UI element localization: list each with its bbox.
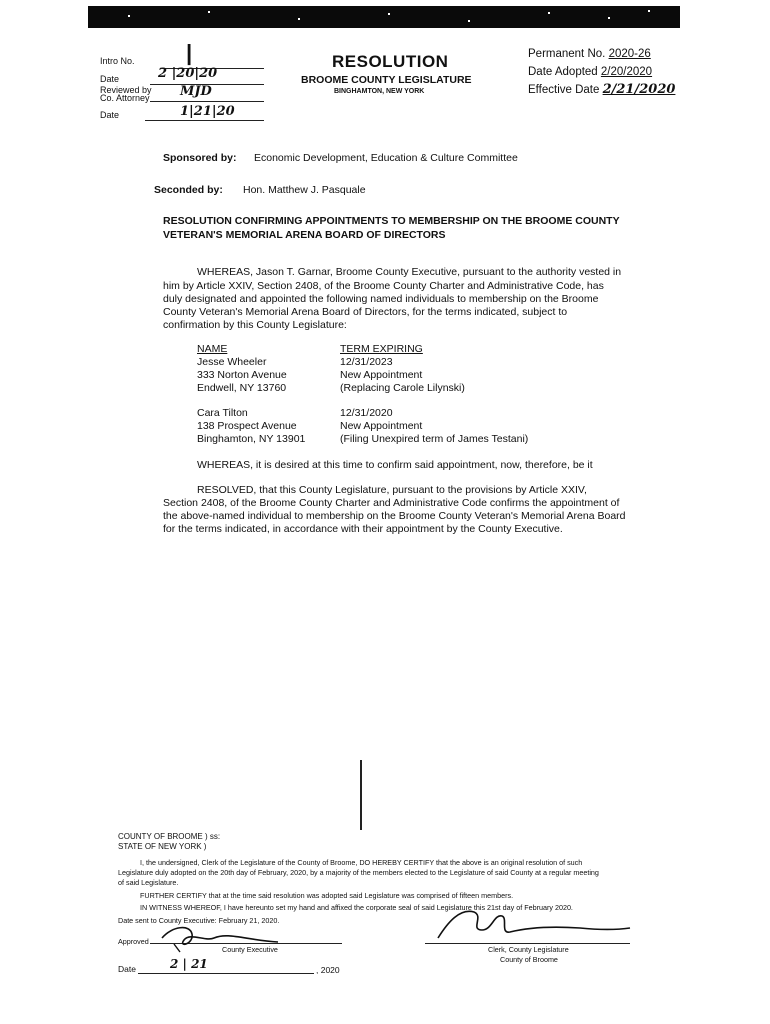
name-header: NAME [197, 343, 228, 355]
effective-label: Effective Date [528, 84, 600, 96]
permanent-label: Permanent No. [528, 48, 606, 60]
resolved-line-4: for the terms indicated, in accordance with their appointment by the County Executive. [163, 523, 563, 535]
date-adopted [528, 62, 652, 82]
adopted-label: Date Adopted [528, 66, 598, 78]
reviewed-label: Reviewed by [100, 85, 152, 95]
appointee-1-term: 12/31/2023 [340, 356, 393, 368]
reviewed-value: MJD [180, 84, 212, 99]
reviewed-line [150, 99, 264, 102]
resolved-line-3: the above-named individual to membership on the Broome County Veteran's Memorial Arena Board [163, 510, 626, 522]
resolved-line-1: RESOLVED, that this County Legislature, pursuant to the provisions by Article XXIV, [197, 484, 587, 496]
cert-line-1: I, the undersigned, Clerk of the Legislature of the County of Broome, DO HEREBY CERTIFY that the above is an original resolution of such [140, 858, 583, 867]
caption-line-1: RESOLUTION CONFIRMING APPOINTMENTS TO MEMBERSHIP ON THE BROOME COUNTY [163, 215, 620, 227]
county-executive-signature [150, 918, 290, 958]
scan-header-bar [88, 6, 680, 28]
whereas1-line-5: confirmation by this County Legislature: [163, 319, 347, 331]
whereas1-line-1: WHEREAS, Jason T. Garnar, Broome County Executive, pursuant to the authority vested in [197, 266, 622, 278]
appointee-1-type: New Appointment [340, 369, 423, 381]
approved-label: Approved [118, 937, 149, 946]
legislature-name: BROOME COUNTY LEGISLATURE [301, 74, 472, 86]
seconded-label: Seconded by: [154, 184, 223, 196]
date-bottom-line [138, 961, 314, 974]
cert-further: FURTHER CERTIFY that at the time said resolution was adopted said Legislature was comprised of fifteen members. [140, 891, 514, 900]
permanent-value: 2020-26 [608, 48, 651, 60]
clerk-label: Clerk, County Legislature [488, 945, 569, 954]
cert-line-2: Legislature duly adopted on the 20th day of February, 2020, by a majority of the members elected to the Legislature of said County at a regular meeting [118, 868, 599, 877]
appointee-1-city: Endwell, NY 13760 [197, 382, 287, 394]
county-of-broome-label: County of Broome [500, 955, 558, 964]
intro-value: | [186, 40, 193, 65]
co-attorney-label: Co. Attorney [100, 93, 150, 103]
date-value: 2 |20|20 [158, 66, 218, 81]
date2-label: Date [100, 110, 120, 120]
permanent-no [528, 44, 651, 64]
seconded-value: Hon. Matthew J. Pasquale [243, 184, 366, 196]
sponsored-value: Economic Development, Education & Culture Committee [254, 152, 518, 164]
adopted-value: 2/20/2020 [600, 66, 653, 78]
appointee-2-term: 12/31/2020 [340, 407, 393, 419]
effective-value: 2/21/2020 [602, 82, 676, 97]
term-header: TERM EXPIRING [340, 343, 423, 355]
date-label: Date [100, 74, 120, 84]
clerk-signature [430, 900, 640, 948]
appointee-2-type: New Appointment [340, 420, 423, 432]
appointee-2-note: (Filing Unexpired term of James Testani) [340, 433, 529, 445]
appointee-1-note: (Replacing Carole Lilynski) [340, 382, 465, 394]
date-bottom-label: Date [118, 964, 136, 974]
date-sent: Date sent to County Executive: February 21, 2020. [118, 916, 280, 925]
whereas1-line-2: him by Article XXIV, Section 2408, of the Broome County Charter and Administrative Code, has [163, 280, 604, 292]
resolved-line-2: Section 2408, of the Broome County Charter and Administrative Code confirms the appointment of [163, 497, 620, 509]
appointee-1-name: Jesse Wheeler [197, 356, 267, 368]
resolution-title: RESOLUTION [332, 52, 449, 71]
whereas2: WHEREAS, it is desired at this time to confirm said appointment, now, therefore, be it [197, 459, 593, 471]
appointee-1-address: 333 Norton Avenue [197, 369, 287, 381]
appointee-2-city: Binghamton, NY 13901 [197, 433, 306, 445]
county-line: COUNTY OF BROOME ) ss: [118, 832, 221, 841]
effective-date [528, 80, 675, 100]
whereas1-line-3: duly designated and appointed the following named individuals to membership on the Broome [163, 293, 599, 305]
state-line: STATE OF NEW YORK ) [118, 842, 207, 851]
appointee-2-name: Cara Tilton [197, 407, 248, 419]
date-bottom-value: 2 | 21 [170, 957, 208, 971]
cert-line-3: of said Legislature. [118, 878, 179, 887]
intro-label: Intro No. [100, 56, 135, 66]
appointee-2-address: 138 Prospect Avenue [197, 420, 297, 432]
year-suffix: , 2020 [316, 965, 340, 975]
vertical-rule [360, 760, 362, 830]
caption-line-2: VETERAN'S MEMORIAL ARENA BOARD OF DIRECTORS [163, 229, 446, 241]
whereas1-line-4: County Veteran's Memorial Arena Board of Directors, for the terms indicated, subject to [163, 306, 568, 318]
sponsored-label: Sponsored by: [163, 152, 237, 164]
date2-value: 1|21|20 [180, 104, 235, 119]
cert-witness: IN WITNESS WHEREOF, I have hereunto set my hand and affixed the corporate seal of said Legislature this 21st day of February 2020. [140, 903, 573, 912]
county-exec-label: County Executive [222, 945, 278, 954]
legislature-location: BINGHAMTON, NEW YORK [334, 88, 425, 95]
